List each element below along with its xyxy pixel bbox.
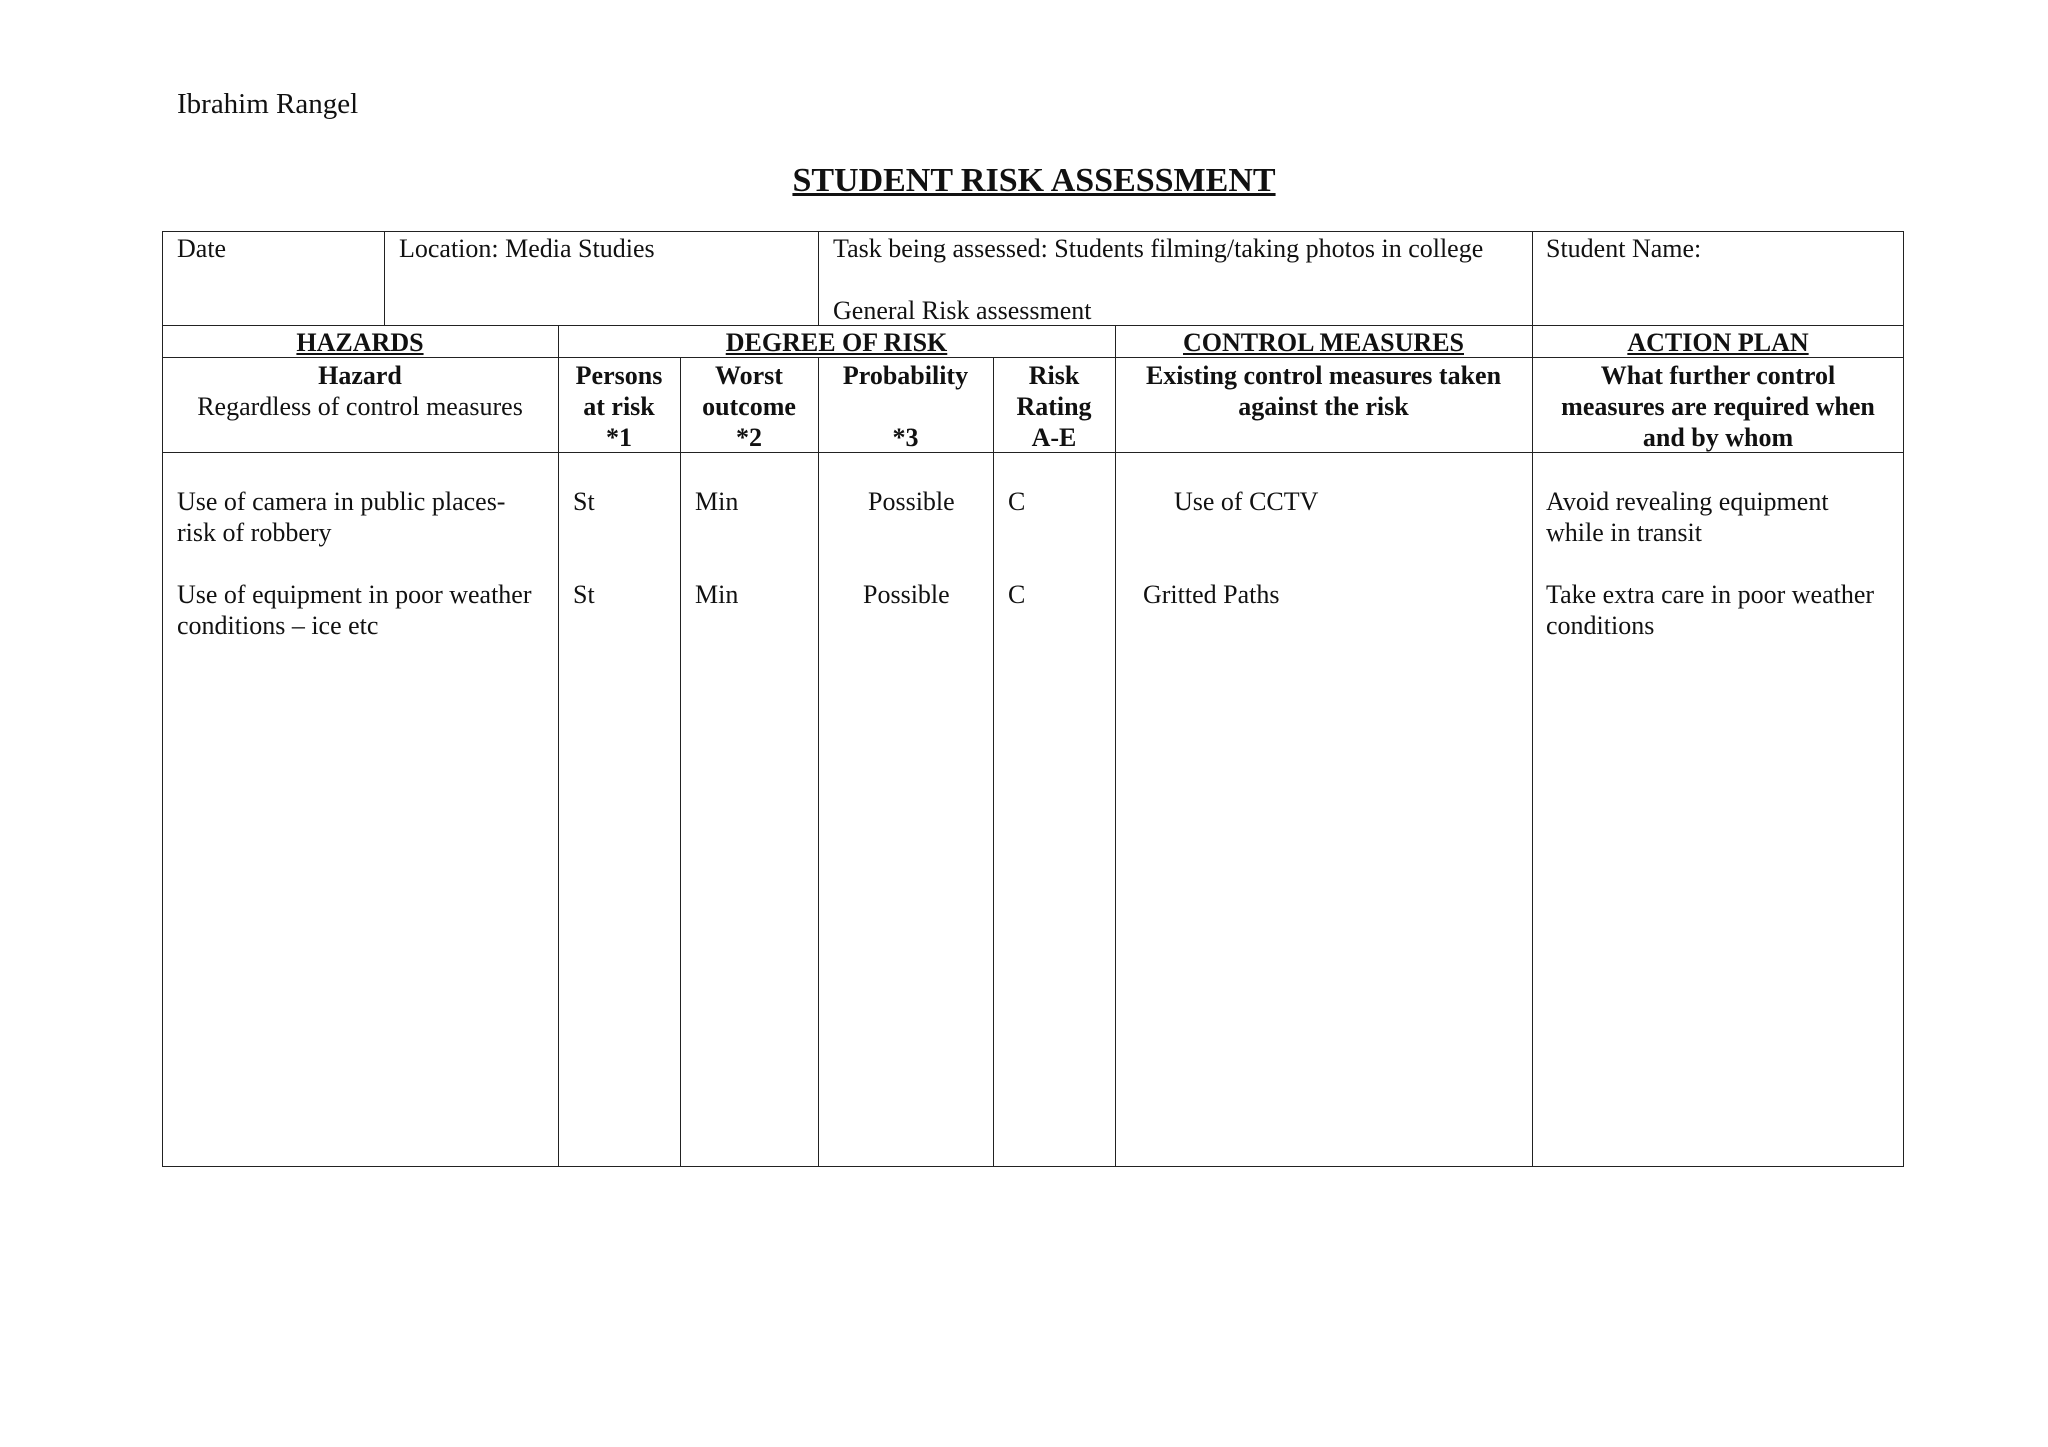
table-divider bbox=[384, 231, 385, 325]
row-2-control: Gritted Paths bbox=[1143, 580, 1280, 609]
row-2-rating: C bbox=[1008, 580, 1026, 609]
section-action-plan: ACTION PLAN bbox=[1627, 328, 1809, 357]
table-divider bbox=[818, 231, 819, 325]
task-note: General Risk assessment bbox=[833, 296, 1092, 325]
page-title: STUDENT RISK ASSESSMENT bbox=[792, 162, 1276, 199]
table-divider bbox=[680, 357, 681, 1167]
column-persons-at-risk: at risk bbox=[583, 392, 655, 421]
row-1-hazard: risk of robbery bbox=[177, 518, 332, 547]
column-worst-outcome: *2 bbox=[736, 423, 762, 452]
column-further-controls: measures are required when bbox=[1561, 392, 1875, 421]
column-probability: *3 bbox=[892, 423, 919, 452]
row-2-action: Take extra care in poor weather bbox=[1546, 580, 1875, 609]
row-2-persons: St bbox=[573, 580, 595, 609]
column-existing-controls: Existing control measures taken bbox=[1145, 361, 1502, 390]
task-label: Task being assessed: Students filming/taking photos in college bbox=[833, 234, 1484, 263]
column-risk-rating: Rating bbox=[1016, 392, 1092, 421]
date-label: Date bbox=[177, 234, 227, 263]
column-risk-rating: A-E bbox=[1031, 423, 1077, 452]
section-degree-of-risk: DEGREE OF RISK bbox=[725, 328, 948, 357]
row-2-hazard: conditions – ice etc bbox=[177, 611, 379, 640]
table-divider bbox=[818, 357, 819, 1167]
row-1-control: Use of CCTV bbox=[1174, 487, 1319, 516]
row-2-probability: Possible bbox=[863, 580, 950, 609]
section-hazards: HAZARDS bbox=[296, 328, 424, 357]
row-1-action: Avoid revealing equipment bbox=[1546, 487, 1829, 516]
column-hazard-subtitle: Regardless of control measures bbox=[197, 392, 523, 421]
table-divider bbox=[993, 357, 994, 1167]
row-2-hazard: Use of equipment in poor weather bbox=[177, 580, 532, 609]
column-persons-at-risk: Persons bbox=[575, 361, 663, 390]
column-hazard-title: Hazard bbox=[318, 361, 402, 390]
column-worst-outcome: outcome bbox=[702, 392, 796, 421]
row-1-probability: Possible bbox=[868, 487, 955, 516]
column-probability: Probability bbox=[842, 361, 969, 390]
row-1-hazard: Use of camera in public places- bbox=[177, 487, 506, 516]
row-1-persons: St bbox=[573, 487, 595, 516]
table-divider bbox=[1115, 325, 1116, 1167]
author-name: Ibrahim Rangel bbox=[177, 88, 359, 120]
location-label: Location: Media Studies bbox=[399, 234, 655, 263]
column-further-controls: What further control bbox=[1600, 361, 1836, 390]
student-name-label: Student Name: bbox=[1546, 234, 1702, 263]
row-2-worst: Min bbox=[695, 580, 739, 609]
column-persons-at-risk: *1 bbox=[606, 423, 632, 452]
row-1-worst: Min bbox=[695, 487, 739, 516]
column-existing-controls: against the risk bbox=[1238, 392, 1409, 421]
row-1-action: while in transit bbox=[1546, 518, 1702, 547]
row-1-rating: C bbox=[1008, 487, 1026, 516]
row-2-action: conditions bbox=[1546, 611, 1655, 640]
column-risk-rating: Risk bbox=[1028, 361, 1080, 390]
column-worst-outcome: Worst bbox=[715, 361, 783, 390]
section-control-measures: CONTROL MEASURES bbox=[1183, 328, 1464, 357]
column-further-controls: and by whom bbox=[1642, 423, 1794, 452]
